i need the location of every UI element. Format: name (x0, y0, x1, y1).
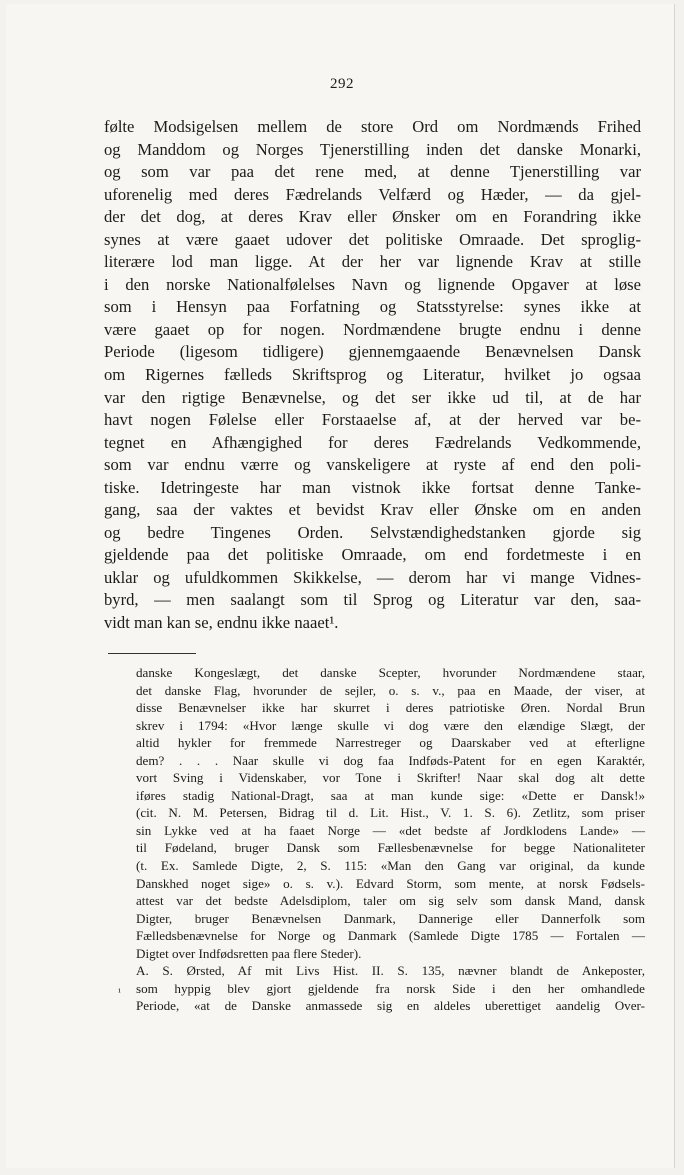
text-line: literære lod man ligge. At der her var lignende Krav at stille (104, 252, 641, 272)
text-line: var den rigtige Benævnelse, og det ser ikke ud til, at de har (104, 387, 641, 407)
text-line: gjeldende paa det politiske Omraade, om end fordetmeste i en (104, 545, 641, 565)
footnote-line: altid hykler for fremmede Narrestreger og Daarskaber ved at efterligne (136, 735, 645, 751)
text-line: og Manddom og Norges Tjenerstilling inden det danske Monarki, (104, 139, 641, 159)
text-line: om Rigernes fælleds Skriftsprog og Literatur, hvilket jo ogsaa (104, 365, 641, 385)
footnote-line: A. S. Ørsted, Af mit Livs Hist. II. S. 135, nævner blandt de Ankeposter, (136, 963, 645, 979)
footnote-line: til Fødeland, bruger Dansk som Fællesbenævnelse for begge Nationaliteter (136, 840, 645, 856)
text-line: som var endnu værre og vanskeligere at ryste af end den poli- (104, 455, 641, 475)
text-line: uforenelig med deres Fædrelands Velfærd og Hæder, — da gjel- (104, 184, 641, 204)
text-line: tegnet en Afhængighed for deres Fædrelands Vedkommende, (104, 432, 641, 452)
footnote-line: sin Lykke ved at ha faaet Norge — «det bedste af Jordklodens Lande» — (136, 822, 645, 838)
text-line: synes at være gaaet udover det politiske Omraade. Det sproglig- (104, 229, 641, 249)
text-line: uklar og ufuldkommen Skikkelse, — derom har vi mange Vidnes- (104, 567, 641, 587)
text-line: som i Hensyn paa Forfatning og Statsstyrelse: synes ikke at (104, 297, 641, 317)
text-line: følte Modsigelsen mellem de store Ord om Nordmænds Frihed (104, 117, 641, 136)
footnote-line: danske Kongeslægt, det danske Scepter, hvorunder Nordmændene staar, (136, 665, 645, 680)
text-line: havt nogen Følelse eller Forstaaelse af, at der herved var be- (104, 410, 641, 430)
footnote-line: Digter, bruger Benævnelsen Danmark, Dannerige eller Dannerfolk som (136, 910, 645, 926)
footnote-line: Fælledsbenævnelse for Norge og Danmark (Samlede Digte 1785 — Fortalen — (136, 928, 645, 944)
footnote-line: det danske Flag, hvorunder de sejler, o. s. v., paa en Maade, der viser, at (136, 682, 645, 698)
footnote-line: (cit. N. M. Petersen, Bidrag til d. Lit. Hist., V. 1. S. 6). Zetlitz, som priser (136, 805, 645, 821)
footnote-line: dem? . . . Naar skulle vi dog faa Indføds-Patent for en egen Karaktér, (136, 752, 645, 768)
footnote-line: skrev i 1794: «Hvor længe skulle vi dog være den elændige Slægt, der (136, 717, 645, 733)
footnote-line: iføres stadig National-Dragt, saa at man kunde sige: «Dette er Dansk!» (136, 787, 645, 803)
text-line: Periode (ligesom tidligere) gjennemgaaende Benævnelsen Dansk (104, 342, 641, 362)
footnote-line: attest var det bedste Adelsdiplom, taler om sig selv som dansk Mand, dansk (136, 893, 645, 909)
text-line: og som var paa det rene med, at denne Tjenerstilling var (104, 162, 641, 182)
footnote-line: (t. Ex. Samlede Digte, 2, S. 115: «Man den Gang var original, da kunde (136, 858, 645, 874)
text-line: og bedre Tingenes Orden. Selvstændighedstanken gjorde sig (104, 522, 641, 542)
text-line: gang, saa der vaktes et bevidst Krav eller Ønske om en anden (104, 500, 641, 520)
text-line: tiske. Idetringeste har man vistnok ikke fortsat denne Tanke- (104, 477, 641, 497)
footnote-line: disse Benævnelser ikke har skurret i deres patriotiske Øren. Nordal Brun (136, 700, 645, 716)
footnote-line: Danskhed noget sige» o. s. v.). Edvard Storm, som mente, at norsk Fødsels- (136, 875, 645, 891)
footnote-line: som hyppig blev gjort gjeldende fra norsk Side i den her omhandlede (136, 980, 645, 996)
page-number: 292 (330, 76, 354, 92)
text-line: være gaaet op for nogen. Nordmændene brugte endnu i denne (104, 319, 641, 339)
text-line: der det dog, at deres Krav eller Ønsker om en Forandring ikke (104, 207, 641, 227)
footnote-marker: ¹ (118, 987, 121, 998)
text-line: vidt man kan se, endnu ikke naaet¹. (104, 613, 339, 633)
footnote-line: Digtet over Indfødsretten paa flere Steder). (136, 945, 362, 961)
text-line: i den norske Nationalfølelses Navn og lignende Opgaver at løse (104, 274, 641, 294)
footnote-line: Periode, «at de Danske anmassede sig en aldeles uberettiget aandelig Over- (136, 998, 645, 1014)
footnotes (136, 664, 645, 1015)
text-line: byrd, — men saalangt som til Sprog og Literatur var den, saa- (104, 590, 641, 610)
footnote-divider (108, 653, 196, 654)
main-text (104, 116, 641, 635)
footnote-line: vort Sving i Videnskaber, vor Tone i Skrifter! Naar skal dog alt dette (136, 770, 645, 786)
